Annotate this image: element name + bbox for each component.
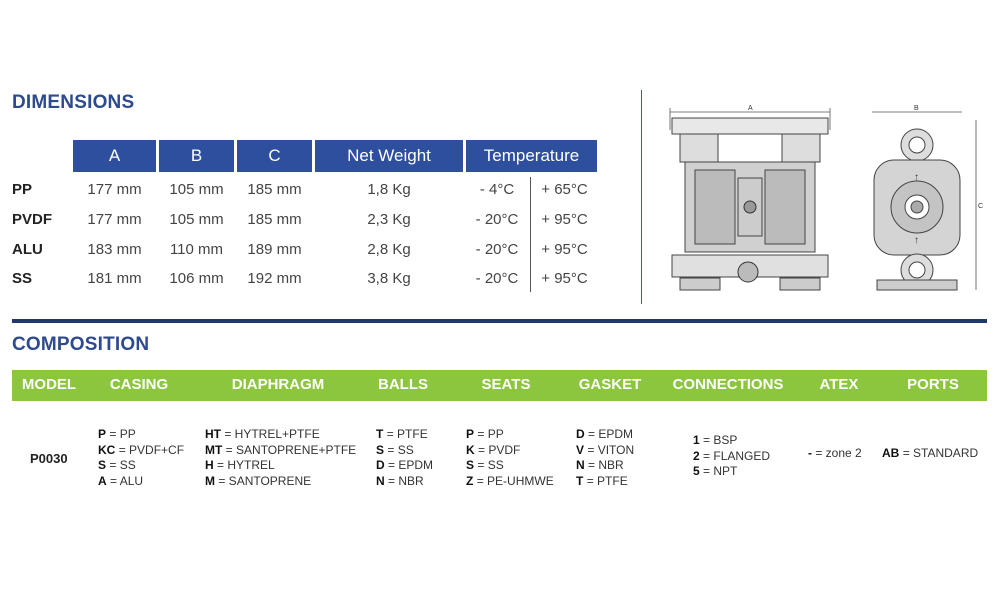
- casing-options: [98, 427, 184, 489]
- option-line: [376, 474, 433, 490]
- option-line: [466, 474, 554, 490]
- option-code: 2: [693, 448, 700, 463]
- option-code: D: [376, 458, 385, 472]
- option-code: H: [205, 458, 214, 472]
- option-description: = HYTREL+PTFE: [224, 427, 320, 441]
- option-line: [693, 464, 770, 480]
- option-line: [205, 474, 356, 490]
- cell-t-max: + 65°C: [541, 181, 588, 198]
- cell-a: 181 mm: [87, 270, 142, 287]
- option-description: = SANTOPRENE: [218, 473, 312, 488]
- cell-a: 183 mm: [87, 241, 142, 258]
- option-code: P: [98, 427, 107, 441]
- option-description: = NPT: [703, 464, 738, 478]
- cell-weight: 2,3 Kg: [367, 211, 411, 228]
- option-description: = NBR: [388, 473, 424, 488]
- cell-t-max: + 95°C: [541, 270, 588, 287]
- svg-text:↑: ↑: [914, 172, 919, 183]
- option-description: = ALU: [110, 473, 144, 488]
- option-line: [882, 446, 978, 462]
- option-line: [376, 427, 433, 443]
- option-code: Z: [466, 473, 474, 488]
- option-description: = BSP: [703, 433, 738, 447]
- option-description: = VITON: [587, 442, 635, 457]
- comp-header-casing: CASING: [109, 376, 169, 393]
- comp-header-gasket: GASKET: [578, 376, 642, 393]
- cell-t-max: + 95°C: [541, 241, 588, 258]
- option-code: -: [808, 446, 812, 460]
- model-code: P0030: [30, 451, 68, 466]
- option-line: [576, 474, 634, 490]
- option-description: = PTFE: [386, 427, 428, 441]
- row-label: ALU: [12, 241, 43, 258]
- cell-b: 105 mm: [169, 181, 224, 198]
- row-label: PVDF: [12, 211, 53, 228]
- option-line: [693, 433, 770, 449]
- option-code: S: [376, 442, 385, 457]
- option-code: P: [466, 427, 475, 441]
- option-code: N: [376, 473, 385, 488]
- cell-t-min: - 4°C: [479, 181, 515, 198]
- seats-options: [466, 427, 554, 489]
- section-divider: [12, 319, 987, 323]
- cell-c: 185 mm: [247, 181, 302, 198]
- cell-t-min: - 20°C: [475, 211, 519, 228]
- option-code: M: [205, 473, 215, 488]
- row-label: PP: [12, 181, 33, 198]
- comp-header-atex: ATEX: [819, 376, 859, 393]
- option-description: = zone 2: [815, 446, 862, 460]
- option-code: D: [576, 427, 585, 441]
- cell-c: 185 mm: [247, 211, 302, 228]
- option-line: [576, 443, 634, 459]
- option-description: = PTFE: [586, 473, 628, 488]
- option-description: = PVDF: [478, 442, 521, 457]
- cell-t-min: - 20°C: [475, 270, 519, 287]
- option-description: = PVDF+CF: [118, 442, 185, 457]
- option-line: [98, 474, 184, 490]
- option-line: [466, 443, 554, 459]
- option-code: A: [98, 473, 107, 488]
- cell-weight: 2,8 Kg: [367, 241, 411, 258]
- option-code: S: [466, 458, 475, 472]
- option-line: [205, 458, 356, 474]
- option-description: = FLANGED: [703, 448, 771, 463]
- cell-b: 110 mm: [169, 241, 224, 258]
- option-code: KC: [98, 442, 116, 457]
- option-line: [466, 427, 554, 443]
- option-description: = PP: [477, 427, 504, 441]
- option-description: = PE-UHMWE: [476, 473, 554, 488]
- option-description: = SS: [477, 458, 504, 472]
- comp-header-ports: PORTS: [907, 376, 959, 393]
- cell-b: 106 mm: [169, 270, 224, 287]
- option-line: [576, 427, 634, 443]
- header-c: C: [237, 140, 312, 172]
- option-description: = EPDM: [588, 427, 634, 441]
- option-description: = NBR: [588, 458, 624, 472]
- option-line: [576, 458, 634, 474]
- temperature-divider: [530, 177, 531, 292]
- cell-a: 177 mm: [87, 181, 142, 198]
- option-code: T: [376, 427, 384, 441]
- pump-side-view-drawing: [862, 100, 987, 300]
- option-code: V: [576, 442, 585, 457]
- vertical-divider: [641, 90, 642, 304]
- option-code: N: [576, 458, 585, 472]
- option-line: [98, 427, 184, 443]
- option-code: AB: [882, 446, 900, 460]
- atex-options: [808, 446, 862, 462]
- pump-front-view-drawing: [660, 100, 840, 300]
- cell-a: 177 mm: [87, 211, 142, 228]
- option-description: = SS: [109, 458, 136, 472]
- option-line: [466, 458, 554, 474]
- svg-text:↑: ↑: [914, 235, 919, 246]
- dimension-label-a: A: [748, 105, 753, 112]
- option-line: [205, 427, 356, 443]
- cell-c: 192 mm: [247, 270, 302, 287]
- gasket-options: [576, 427, 634, 489]
- option-line: [98, 458, 184, 474]
- composition-title: COMPOSITION: [12, 334, 150, 355]
- dimensions-title: DIMENSIONS: [12, 92, 135, 113]
- option-code: MT: [205, 442, 223, 457]
- cell-c: 189 mm: [247, 241, 302, 258]
- option-code: 1: [693, 433, 700, 447]
- option-code: T: [576, 473, 584, 488]
- option-description: = SS: [387, 442, 414, 457]
- comp-header-seats: SEATS: [481, 376, 531, 393]
- option-code: HT: [205, 427, 221, 441]
- header-a: A: [73, 140, 156, 172]
- header-temperature: Temperature: [466, 140, 597, 172]
- option-description: = HYTREL: [217, 458, 275, 472]
- row-label: SS: [12, 270, 33, 287]
- option-description: = STANDARD: [902, 446, 979, 460]
- cell-t-max: + 95°C: [541, 211, 588, 228]
- comp-header-connections: CONNECTIONS: [672, 376, 784, 393]
- cell-t-min: - 20°C: [475, 241, 519, 258]
- dimension-label-b: B: [914, 105, 919, 112]
- option-description: = PP: [109, 427, 136, 441]
- option-line: [376, 443, 433, 459]
- option-description: = SANTOPRENE+PTFE: [225, 442, 357, 457]
- option-line: [205, 443, 356, 459]
- diaphragm-options: [205, 427, 356, 489]
- comp-header-balls: BALLS: [378, 376, 428, 393]
- comp-header-model: MODEL: [21, 376, 77, 393]
- header-b: B: [159, 140, 234, 172]
- option-code: 5: [693, 464, 700, 478]
- connections-options: [693, 433, 770, 480]
- option-line: [808, 446, 862, 462]
- option-line: [693, 449, 770, 465]
- option-description: = EPDM: [388, 458, 434, 472]
- option-code: K: [466, 442, 475, 457]
- option-line: [98, 443, 184, 459]
- cell-weight: 3,8 Kg: [367, 270, 411, 287]
- option-code: S: [98, 458, 107, 472]
- balls-options: [376, 427, 433, 489]
- comp-header-diaphragm: DIAPHRAGM: [231, 376, 325, 393]
- cell-weight: 1,8 Kg: [367, 181, 411, 198]
- cell-b: 105 mm: [169, 211, 224, 228]
- ports-options: [882, 446, 978, 462]
- option-line: [376, 458, 433, 474]
- dimension-label-c: C: [978, 203, 984, 210]
- header-net-weight: Net Weight: [315, 140, 463, 172]
